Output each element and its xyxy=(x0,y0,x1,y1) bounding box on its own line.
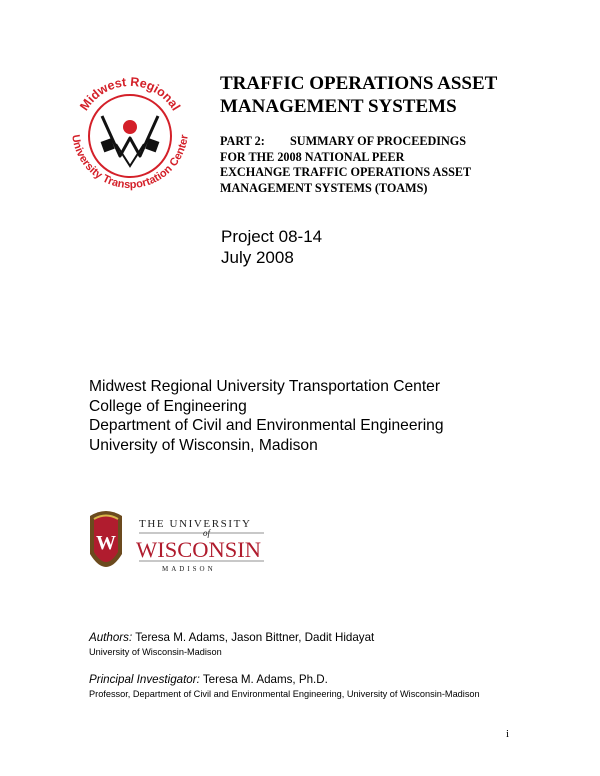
pi-affiliation: Professor, Department of Civil and Environmental Engineering, University of Wisconsin-Madison xyxy=(89,689,480,699)
subtitle-line-3: EXCHANGE TRAFFIC OPERATIONS ASSET xyxy=(220,165,472,179)
page-number: i xyxy=(506,728,510,740)
svg-text:W: W xyxy=(96,532,116,554)
authors-affiliation: University of Wisconsin-Madison xyxy=(89,647,222,657)
project-number: Project 08-14 xyxy=(221,227,323,246)
authors-names: Teresa M. Adams, Jason Bittner, Dadit Hidayat xyxy=(135,631,375,644)
institution-line-3: Department of Civil and Environmental Engineering xyxy=(89,417,444,434)
pi-label: Principal Investigator: xyxy=(89,673,200,686)
institution-block xyxy=(89,377,444,455)
pi-name: Teresa M. Adams, Ph.D. xyxy=(202,673,328,686)
document-title xyxy=(220,72,580,118)
uw-crest-icon xyxy=(90,511,122,567)
logo-arc-bottom-text: University Transportation Center xyxy=(69,133,191,192)
uw-madison-logo xyxy=(86,506,276,584)
uw-the-university: THE UNIVERSITY xyxy=(139,518,252,530)
uw-of: of xyxy=(203,528,211,538)
project-date: July 2008 xyxy=(221,248,294,267)
uw-wisconsin: WISCONSIN xyxy=(136,537,262,562)
title-line-2: MANAGEMENT SYSTEMS xyxy=(220,96,457,117)
document-subtitle xyxy=(220,134,580,196)
title-line-1: TRAFFIC OPERATIONS ASSET xyxy=(220,73,498,94)
uw-madison: MADISON xyxy=(162,565,216,573)
institution-line-2: College of Engineering xyxy=(89,397,247,415)
logo-arc-top-text: Midwest Regional xyxy=(77,74,184,114)
principal-investigator-block xyxy=(89,672,569,702)
logo-figure-head xyxy=(123,120,137,134)
authors-label: Authors: xyxy=(89,631,133,644)
authors-block xyxy=(89,630,569,660)
institution-line-4: University of Wisconsin, Madison xyxy=(89,436,318,454)
project-info xyxy=(221,226,322,268)
mrutc-logo xyxy=(58,64,202,208)
subtitle-line-2: FOR THE 2008 NATIONAL PEER xyxy=(220,149,405,164)
subtitle-line-4: MANAGEMENT SYSTEMS (TOAMS) xyxy=(220,180,428,195)
subtitle-line-1: SUMMARY OF PROCEEDINGS xyxy=(290,134,467,148)
institution-line-1: Midwest Regional University Transportation Center xyxy=(89,378,441,395)
subtitle-part-label: PART 2: xyxy=(220,134,265,148)
